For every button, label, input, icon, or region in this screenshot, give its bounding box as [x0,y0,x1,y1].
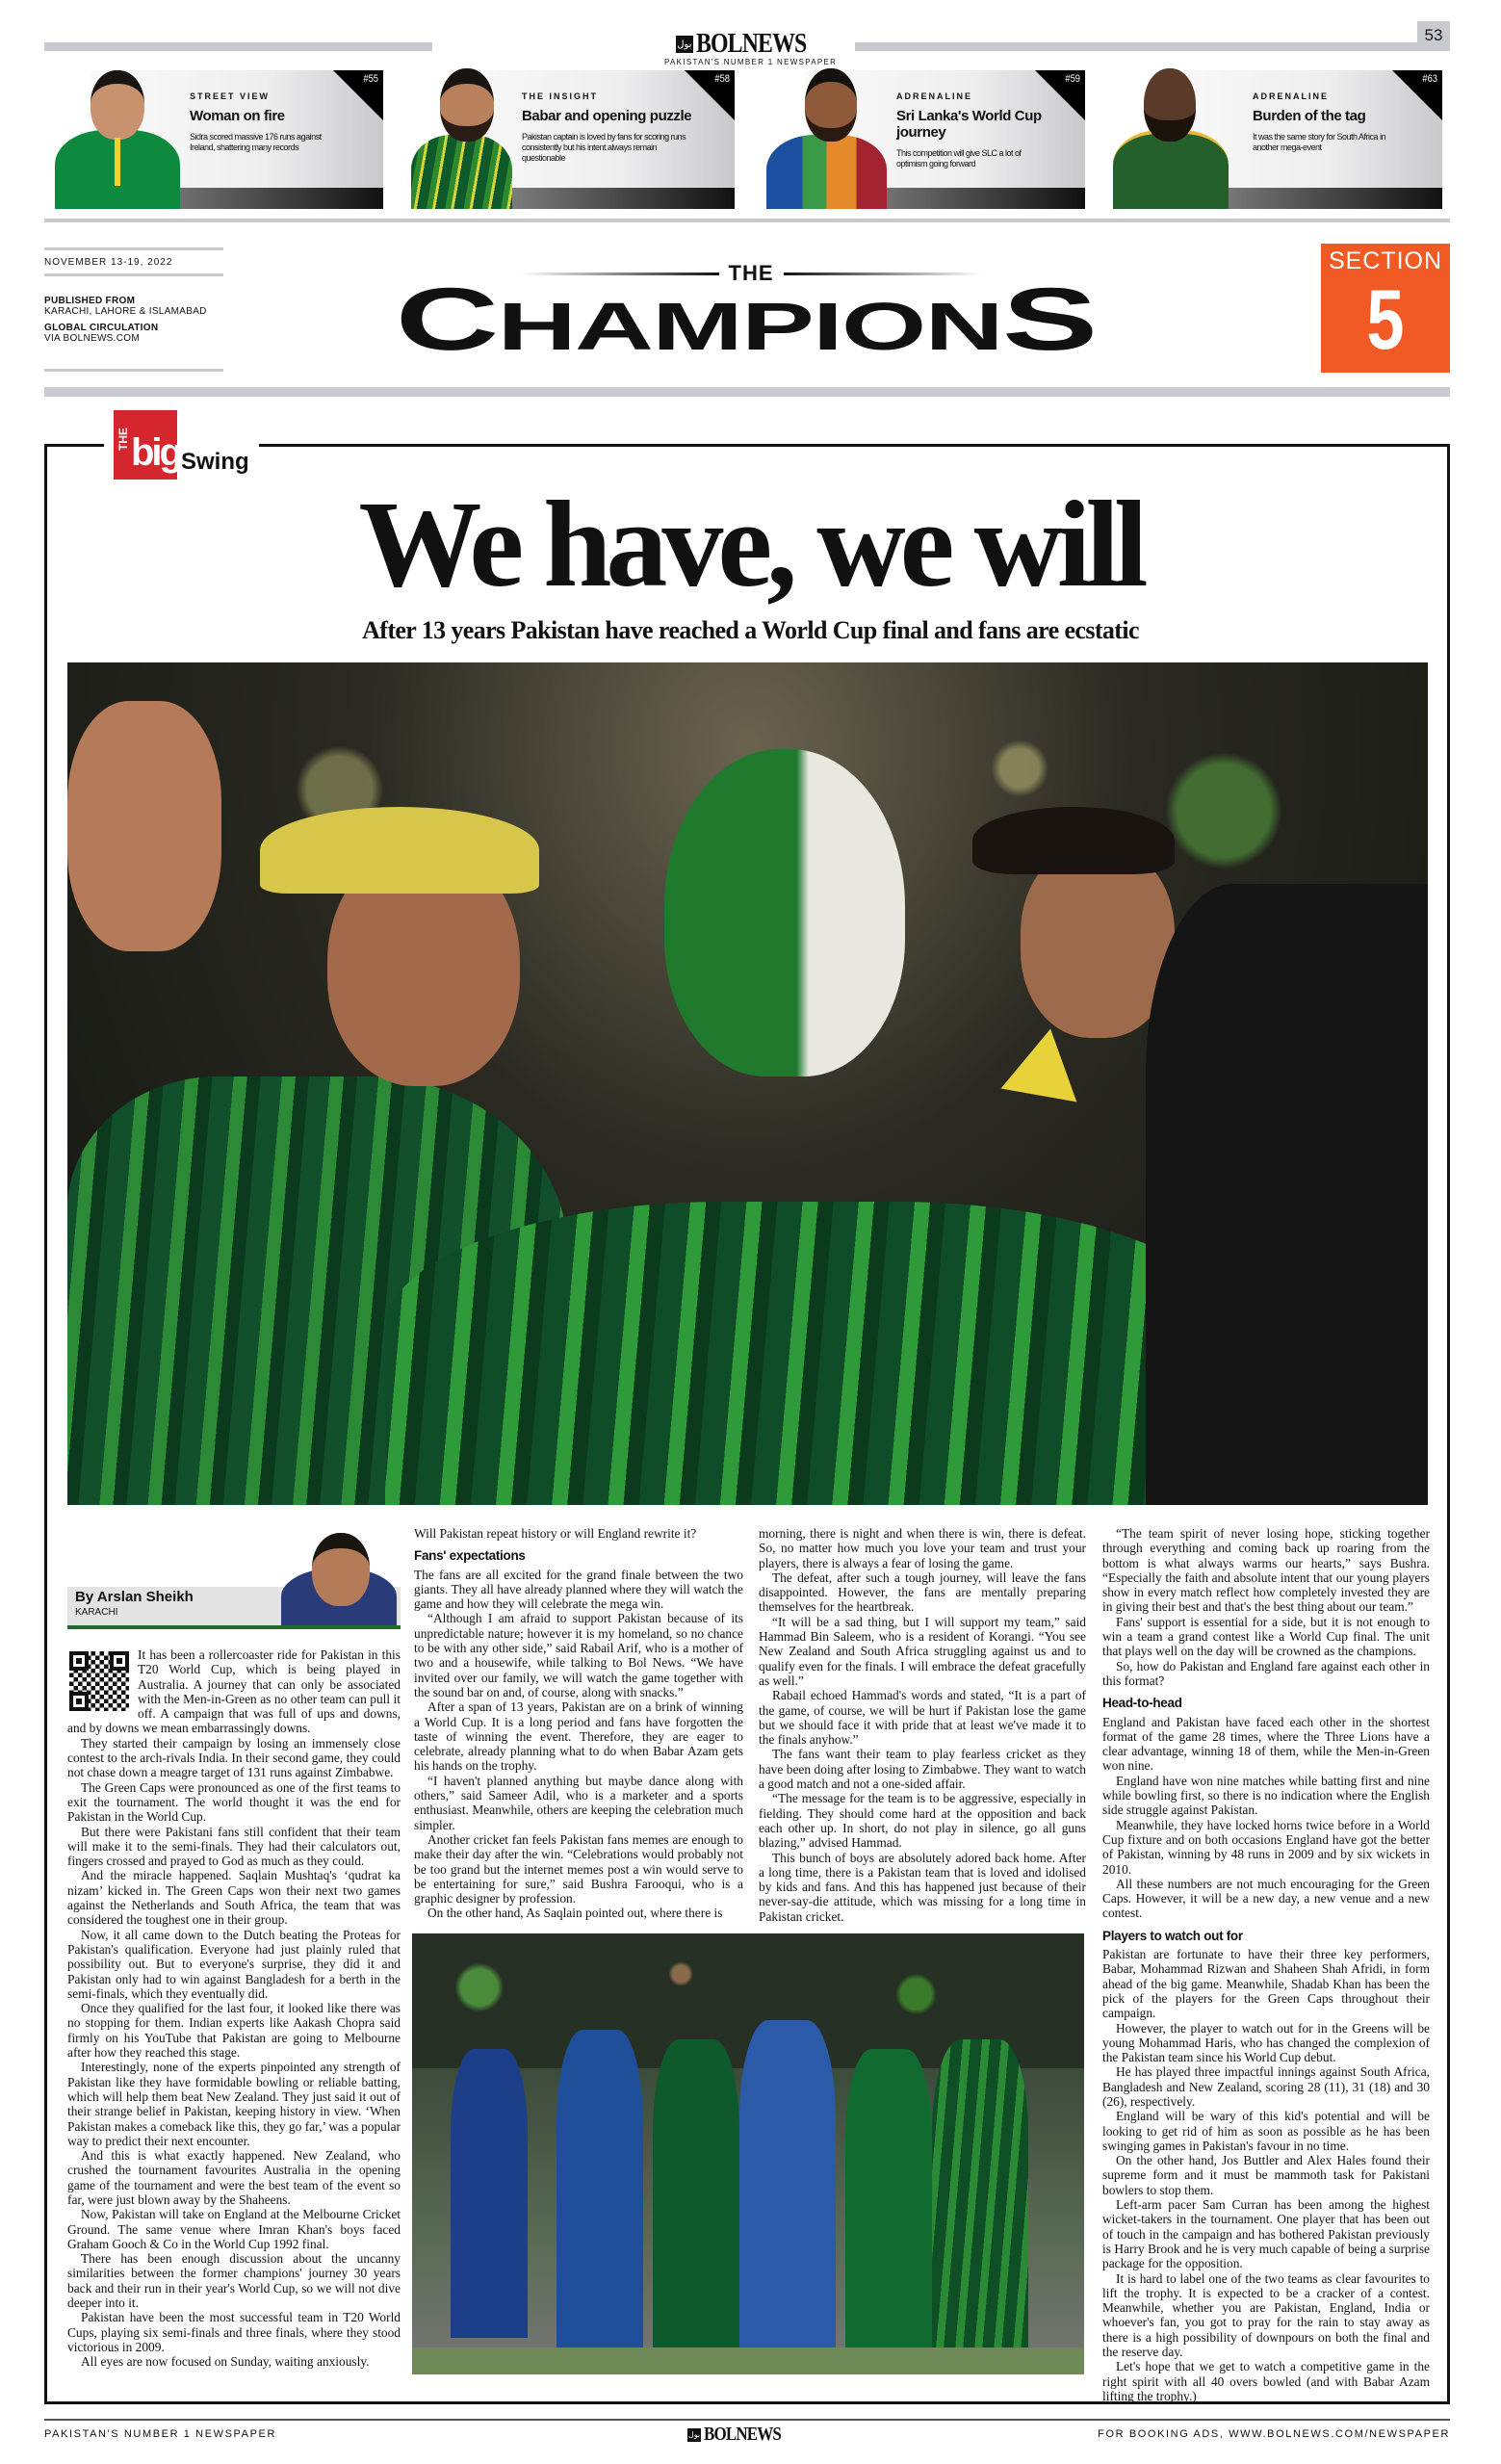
paragraph: Interestingly, none of the experts pinpointed any strength of Pakistan like they have formidable bowling or reliable batting, which will help them beat New Zealand. They just said it out of their strange belief in Pakistan, keeping history in view. ‘When Pakistan makes a comeback like this, they go far,’ was a popular way to predict their next encounter. [67,2060,401,2148]
paragraph: This bunch of boys are absolutely adored back home. After a long time, there is a Pakistan team that is loved and idolised by kids and fans. And this has happened just because of their never-say-die attitude, which was missing for a long time in Pakistan cricket. [759,1850,1086,1924]
article-column-3 [759,1526,1086,1924]
section-label: SECTION [1328,247,1443,274]
paragraph: It has been a rollercoaster ride for Pakistan in this T20 World Cup, which is being played in Australia. A journey that can only be associated with the Men-in-Green as no other team can pull it off. A campaign that was full of ups and downs, and by downs we mean embarrassingly downs. [67,1647,401,1736]
teaser-page-ref: #59 [1065,73,1080,85]
circulation-label: GLOBAL CIRCULATION [44,323,159,333]
edition-date: NOVEMBER 13-19, 2022 [44,257,173,268]
teaser-bottom-rule [44,219,1450,222]
paragraph: All eyes are now focused on Sunday, waiting anxiously. [81,2354,370,2370]
subheading: Fans' expectations [414,1548,526,1564]
circulation-value[interactable]: VIA BOLNEWS.COM [44,333,140,344]
paragraph: After a span of 13 years, Pakistan are on a brink of winning a World Cup. It is a long period and fans have forgotten the taste of winning the event. Therefore, they are eager to celebrate, already planning what to do when Babar Azam gets his hands on the trophy. [414,1699,743,1774]
paragraph: Left-arm pacer Sam Curran has been among the highest wicket-takers in the tournament. One player that has been out of touch in the campaign and has bothered Pakistan previously is Harry Brook and he is very much capable of being a surprise package for the opposition. [1102,2197,1430,2271]
article-column-2 [414,1526,743,1921]
masthead-logo[interactable] [664,29,837,66]
footer-logo-mark: بول [687,2428,701,2442]
paragraph: On the other hand, As Saqlain pointed out, where there is [427,1906,723,1921]
rubric-swing: Swing [181,449,249,475]
logo-mark: بول [676,36,693,53]
paragraph: Now, Pakistan will take on England at the Melbourne Cricket Ground. The same venue where Imran Khan's boys faced Graham Gooch & Co in the World Cup 1992 final. [67,2207,401,2251]
teaser-title[interactable]: Sri Lanka's World Cup journey [896,108,1042,141]
paragraph: All these numbers are not much encouraging for the Green Caps. However, it will be a new day, a new venue and a new contest. [1102,1876,1430,1921]
paragraph: But there were Pakistani fans still confident that their team will make it to the semi-finals. They had their calculators out, fingers crossed and prayed to God as much as they could. [67,1824,401,1869]
paragraph: And the miracle happened. Saqlain Mushtaq's ‘qudrat ka nizam’ kicked in. The Green Caps won their next two games against the Netherlands and South Africa, the team that was considered the toughest one in their group. [67,1868,401,1928]
rubric-logo [104,404,259,480]
headline: We have, we will [358,476,1143,612]
paragraph: Will Pakistan repeat history or will England rewrite it? [414,1526,697,1541]
paragraph: So, how do Pakistan and England fare against each other in this format? [1102,1658,1430,1688]
teaser-page-ref: #55 [363,73,378,85]
title-last-letter: S [1002,271,1097,369]
teaser-photo [762,63,906,209]
teaser-card[interactable] [406,70,735,209]
title-the: THE [728,261,774,285]
section-badge [1321,244,1450,373]
paragraph: The fans are all excited for the grand finale between the two giants. They all have already planned where they will watch the game and how they will celebrate the mega win. [414,1567,743,1612]
teaser-kicker: ADRENALINE [1253,91,1330,101]
author-name[interactable]: By Arslan Sheikh [75,1589,194,1605]
teaser-desc: Sidra scored massive 176 runs against Ireland, shattering many records [190,132,322,152]
published-label: PUBLISHED FROM [44,296,136,306]
teaser-card[interactable] [1113,70,1442,209]
teaser-desc: This competition will give SLC a lot of optimism going forward [896,148,1022,169]
teaser-kicker: ADRENALINE [896,91,973,101]
footer-rule [44,2419,1450,2421]
paragraph: “The message for the team is to be aggressive, especially in fielding. They should come hard at the opposition and back each other up. In short, do not play in silence, go all guns blazing,” advised Hammad. [759,1791,1086,1851]
teaser-kicker: THE INSIGHT [522,91,599,101]
paragraph: “I haven't planned anything but maybe dance along with others,” said Sameer Adil, who is a marketer and a sports enthusiast. Meanwhile, others are keeping the celebration much simpler. [414,1773,743,1832]
paragraph: Meanwhile, they have locked horns twice before in a World Cup fixture and on both occasions England have got the better of Pakistan, winning by 48 runs in 2009 and by six wickets in 2010. [1102,1817,1430,1877]
teaser-desc: Pakistan captain is loved by fans for scoring runs consistently but his intent always remain questionable [522,132,686,163]
paragraph: They started their campaign by losing an immensely close contest to the arch-rivals India. In their second game, they could not chase down a meagre target of 131 runs against Zimbabwe. [67,1735,401,1780]
paragraph: Rabail echoed Hammad's words and stated, “It is a part of the game, of course, we will be hurt if Pakistan lose the game but we should face it with pride that at least we've made it to the finals anyhow.” [759,1688,1086,1748]
published-value: KARACHI, LAHORE & ISLAMABAD [44,306,207,317]
logo-tagline: PAKISTAN'S NUMBER 1 NEWSPAPER [664,58,838,66]
paragraph: On the other hand, Jos Buttler and Alex Hales found their supreme form and it must be mammoth task for Pakistani bowlers to stop them. [1102,2153,1430,2197]
paragraph: And this is what exactly happened. New Zealand, who crushed the tournament favourites Australia in the opening game of the tournament and were the best team of the event so far, were just blown away by the Shaheens. [67,2148,401,2207]
paragraph: Fans' support is essential for a side, but it is not enough to win a team a grand contest like a World Cup final. The unit that plays well on the day will be crowned as the champions. [1102,1614,1430,1659]
footer-right[interactable]: FOR BOOKING ADS, WWW.BOLNEWS.COM/NEWSPAPER [1098,2428,1450,2440]
logo-name: BOLNEWS [695,29,807,59]
paragraph: Pakistan are fortunate to have their three key performers, Babar, Mohammad Rizwan and Shaheen Shah Afridi, in form ahead of the big game. Meanwhile, Shadab Khan has been the pick of the players for the Green Caps throughout their campaign. [1102,1947,1430,2021]
teaser-page-ref: #63 [1422,73,1437,85]
paragraph: England have won nine matches while batting first and nine while bowling first, so there is no indication where the English side struggle against Pakistan. [1102,1773,1430,1818]
rubric-big: big [131,431,180,474]
teaser-photo [47,63,192,209]
top-rule-left [44,42,432,51]
paragraph: The defeat, after such a tough journey, will leave the fans disappointed. However, the fans are mentally preparing themselves for the heartbreak. [759,1569,1086,1615]
teaser-kicker: STREET VIEW [190,91,271,101]
main-photo-fans [67,662,1428,1505]
article-column-4 [1102,1526,1430,2403]
page-number: 53 [1417,21,1450,50]
paragraph: “It will be a sad thing, but I will support my team,” said Hammad Bin Saleem, who is a resident of Korangi. “You see New Zealand and South Africa struggling against us and to qualify even for the finals. I will embrace the defeat gracefully as well.” [759,1614,1086,1688]
paragraph: There has been enough discussion about the uncanny similarities between the former champions' journey 30 years back and their run in their year's World Cup, so we will not dive deeper into it. [67,2251,401,2311]
teaser-page-ref: #58 [714,73,730,85]
footer-logo[interactable] [687,2424,794,2446]
author-city: KARACHI [75,1607,118,1618]
title-first-letter: C [395,271,499,369]
teaser-card[interactable] [47,70,383,209]
info-rule [44,247,223,250]
paragraph: “The team spirit of never losing hope, sticking together through everything and coming back up roaring from the bottom is what always warms our hearts,” says Bushra. “Especially the faith and absolute intent that our young players show in every match reflect how completely invested they are in giving their best and that's the best thing about our team.” [1102,1526,1430,1615]
top-rule-right [855,42,1450,51]
teaser-desc: It was the same story for South Africa in another mega-event [1253,132,1386,152]
info-rule [44,273,223,276]
paragraph: Now, it all came down to the Dutch beating the Proteas for Pakistan's qualification. Everyone had just plainly ruled that possibility out. But to everyone's surprise, they did it and Pakistan only had to win against Bangladesh for a berth in the semi-finals, which they eventually did. [67,1927,401,2001]
teaser-title[interactable]: Burden of the tag [1253,108,1366,124]
paragraph: England will be wary of this kid's potential and will be looking to get rid of him as soon as possible as he has been swinging games in Pakistan's favour in no time. [1102,2109,1430,2153]
footer-left: PAKISTAN'S NUMBER 1 NEWSPAPER [44,2428,277,2440]
paragraph: Pakistan have been the most successful team in T20 World Cups, playing six semi-finals and three finals, where they stood victorious in 2009. [67,2310,401,2354]
teaser-photo [1113,63,1257,209]
subheadline: After 13 years Pakistan have reached a World Cup final and fans are ecstatic [362,616,1139,644]
title-middle: HAMPION [498,289,1003,364]
paragraph: England and Pakistan have faced each other in the shortest format of the game 28 times, where the Three Lions have a clear advantage, winning 18 of them, while the Men-in-Green won nine. [1102,1714,1430,1774]
rubric-the: THE [116,428,130,451]
teaser-title[interactable]: Babar and opening puzzle [522,108,692,124]
paragraph: Let's hope that we get to watch a competitive game in the right spirit with all 40 overs bowled (and with Babar Azam lifting the trophy.) [1102,2359,1430,2403]
edition-info [44,296,207,344]
teaser-title[interactable]: Woman on fire [190,108,285,124]
paragraph: It is hard to label one of the two teams as clear favourites to lift the trophy. It is expected to be a cracker of a contest. Meanwhile, whether you are Pakistan, England, India or whoever's fan, you got to pray for the rain to stay away as there is a high possibility of downpours on both the final and the reserve day. [1102,2270,1430,2360]
paragraph: Another cricket fan feels Pakistan fans memes are enough to make their day after the win. “Celebrations would probably not be too grand but the internet memes post a win would serve to be entertaining for sure,” said Bushra Farooqui, who is a graphic designer by profession. [414,1831,743,1906]
author-photo [312,1533,370,1606]
info-rule [44,369,223,372]
paragraph: “Although I am afraid to support Pakistan because of its unpredictable nature; however it is my homeland, so no chance to be with any other side,” said Rabail Arif, who is a mother of two and a housewife, while talking to Bol News. “We have invited over our family, we will watch the game together with the sound bar on and, of course, along with snacks.” [414,1611,743,1699]
section-rule [44,387,1450,397]
paragraph: The fans want their team to play fearless cricket as they have been doing after losing to Zimbabwe. They want to watch a good match and not a one-sided affair. [759,1747,1086,1792]
article-column-1 [67,1647,401,2370]
footer-logo-name: BOLNEWS [704,2424,782,2445]
subheading: Players to watch out for [1102,1928,1243,1943]
teaser-card[interactable] [762,70,1085,209]
section-number: 5 [1366,272,1405,367]
team-celebration-photo [412,1933,1084,2374]
paragraph: morning, there is night and when there is win, there is defeat. So, no matter how much you love your team and trust your players, there is always a fear of losing the game. [759,1526,1086,1570]
paragraph: Once they qualified for the last four, it looked like there was no stopping for them. Indian experts like Aakash Chopra said firmly on his YouTube that Pakistan are going to Melbourne after how they reached this stage. [67,2001,401,2061]
paragraph: He has played three impactful innings against South Africa, Bangladesh and New Zealand, scoring 28 (11), 31 (18) and 30 (26), respectively. [1102,2064,1430,2109]
subheading: Head-to-head [1102,1696,1182,1711]
byline [67,1529,401,1629]
paragraph: The Green Caps were pronounced as one of the first teams to exit the tournament. The world thought it was the end for Pakistan in the World Cup. [67,1779,401,1825]
qr-code[interactable] [67,1649,131,1713]
paragraph: However, the player to watch out for in the Greens will be young Mohammad Haris, who has changed the complexion of the Pakistan team since his World Cup debut. [1102,2020,1430,2065]
